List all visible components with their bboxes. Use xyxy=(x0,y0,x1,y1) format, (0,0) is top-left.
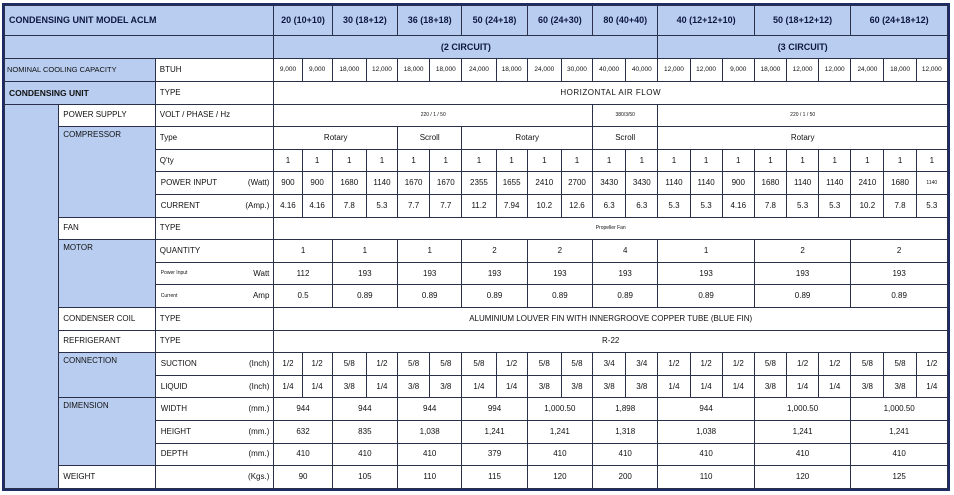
condensing-unit-label: CONDENSING UNIT xyxy=(5,82,156,105)
motor-power-unit: Watt xyxy=(253,268,270,278)
condenser-coil-row xyxy=(5,307,948,330)
compressor-power-value: 1140 xyxy=(819,172,851,195)
condensing-unit-row xyxy=(5,82,948,105)
motor-current-value: 0.89 xyxy=(332,285,397,308)
motor-qty-label: QUANTITY xyxy=(155,240,274,263)
compressor-power-value: 2355 xyxy=(462,172,496,195)
compressor-current-value: 7.8 xyxy=(754,194,786,217)
compressor-qty: 1 xyxy=(593,149,626,172)
width-value: 1,000.50 xyxy=(754,398,850,421)
compressor-current-unit: (Amp.) xyxy=(245,200,270,210)
model-header: 36 (18+18) xyxy=(398,6,462,36)
height-value: 1,241 xyxy=(754,420,850,443)
compressor-current-value: 11.2 xyxy=(462,194,496,217)
model-header: 50 (18+12+12) xyxy=(754,6,850,36)
motor-power-label: Power Input xyxy=(160,270,188,277)
motor-current-value: 0.89 xyxy=(398,285,462,308)
width-value: 944 xyxy=(658,398,754,421)
suction-value: 1/2 xyxy=(916,353,947,376)
capacity-value: 9,000 xyxy=(274,59,302,82)
height-unit: (mm.) xyxy=(248,426,270,436)
weight-value: 115 xyxy=(462,466,527,489)
type-label: TYPE xyxy=(155,82,274,105)
depth-value: 410 xyxy=(593,443,658,466)
compressor-current-label: CURRENT xyxy=(160,200,200,210)
suction-value: 1/2 xyxy=(722,353,754,376)
capacity-value: 40,000 xyxy=(593,59,626,82)
width xyxy=(155,398,274,421)
suction-value: 5/8 xyxy=(332,353,366,376)
header-circuit-row xyxy=(5,35,948,59)
width-value: 944 xyxy=(274,398,332,421)
compressor-power-value: 1140 xyxy=(658,172,690,195)
suction-value: 1/2 xyxy=(690,353,722,376)
compressor-qty-label: Q'ty xyxy=(155,149,274,172)
height xyxy=(155,420,274,443)
capacity-value: 9,000 xyxy=(722,59,754,82)
compressor-current-value: 12.6 xyxy=(561,194,592,217)
liquid-value: 1/4 xyxy=(462,375,496,398)
motor-current-value: 0.89 xyxy=(851,285,948,308)
power-supply-value: 220 / 1 / 50 xyxy=(274,104,593,127)
suction-value: 5/8 xyxy=(851,353,884,376)
motor-current-value: 0.89 xyxy=(527,285,592,308)
compressor-current-value: 5.3 xyxy=(916,194,947,217)
capacity-value: 24,000 xyxy=(851,59,884,82)
compressor-type: Rotary xyxy=(274,127,398,150)
liquid-value: 3/8 xyxy=(561,375,592,398)
power-supply-row xyxy=(5,104,948,127)
motor-power-value: 193 xyxy=(332,262,397,285)
capacity-value: 12,000 xyxy=(916,59,947,82)
suction-value: 1/2 xyxy=(274,353,302,376)
motor-power xyxy=(155,262,274,285)
liquid-value: 1/4 xyxy=(690,375,722,398)
compressor-power-value: 1655 xyxy=(496,172,527,195)
model-header: 80 (40+40) xyxy=(593,6,658,36)
motor-qty: 1 xyxy=(658,240,754,263)
fan-row xyxy=(5,217,948,240)
width-value: 1,898 xyxy=(593,398,658,421)
liquid-value: 3/8 xyxy=(593,375,626,398)
compressor-power-value: 1680 xyxy=(884,172,916,195)
three-circuit-header: (3 CIRCUIT) xyxy=(658,35,948,59)
height-value: 1,241 xyxy=(462,420,527,443)
weight-value: 110 xyxy=(398,466,462,489)
capacity-value: 18,000 xyxy=(496,59,527,82)
liquid-unit: (Inch) xyxy=(248,381,270,391)
compressor-power-label: POWER INPUT xyxy=(160,178,218,188)
compressor-qty: 1 xyxy=(430,149,462,172)
capacity-value: 9,000 xyxy=(302,59,332,82)
airflow-type: HORIZONTAL AIR FLOW xyxy=(274,82,948,105)
header-blank xyxy=(5,35,274,59)
depth-value: 410 xyxy=(527,443,592,466)
liquid-value: 1/4 xyxy=(274,375,302,398)
dimension-label: DIMENSION xyxy=(59,398,155,466)
suction-value: 1/2 xyxy=(366,353,397,376)
suction-label: SUCTION xyxy=(160,358,197,368)
compressor-type-label: Type xyxy=(155,127,274,150)
motor-qty: 4 xyxy=(593,240,658,263)
capacity-value: 12,000 xyxy=(658,59,690,82)
dimension-width-row xyxy=(5,398,948,421)
liquid-value: 1/4 xyxy=(496,375,527,398)
compressor-qty: 1 xyxy=(690,149,722,172)
motor-power-value: 112 xyxy=(274,262,332,285)
motor-power-value: 193 xyxy=(398,262,462,285)
capacity-value: 18,000 xyxy=(332,59,366,82)
capacity-value: 24,000 xyxy=(462,59,496,82)
compressor-power-value: 900 xyxy=(274,172,302,195)
capacity-value: 12,000 xyxy=(366,59,397,82)
motor-qty: 1 xyxy=(398,240,462,263)
compressor-current-value: 4.16 xyxy=(274,194,302,217)
weight-value: 200 xyxy=(593,466,658,489)
model-header: 40 (12+12+10) xyxy=(658,6,754,36)
motor-current-value: 0.5 xyxy=(274,285,332,308)
suction-value: 1/2 xyxy=(302,353,332,376)
suction-value: 5/8 xyxy=(527,353,561,376)
compressor-qty: 1 xyxy=(561,149,592,172)
liquid-value: 1/4 xyxy=(787,375,819,398)
motor-current xyxy=(155,285,274,308)
suction xyxy=(155,353,274,376)
height-value: 632 xyxy=(274,420,332,443)
weight-value: 90 xyxy=(274,466,332,489)
liquid-label: LIQUID xyxy=(160,381,188,391)
fan-type: Propeller Fan xyxy=(274,217,948,240)
motor-power-value: 193 xyxy=(658,262,754,285)
compressor-qty: 1 xyxy=(819,149,851,172)
compressor-qty: 1 xyxy=(366,149,397,172)
depth-value: 410 xyxy=(332,443,397,466)
compressor-power-value: 2410 xyxy=(527,172,561,195)
depth-value: 410 xyxy=(851,443,948,466)
coil-type: ALUMINIUM LOUVER FIN WITH INNERGROOVE COPPER TUBE (BLUE FIN) xyxy=(274,307,948,330)
liquid-value: 1/4 xyxy=(916,375,947,398)
motor-current-value: 0.89 xyxy=(593,285,658,308)
capacity-value: 40,000 xyxy=(626,59,658,82)
model-header: 30 (18+12) xyxy=(332,6,397,36)
width-value: 944 xyxy=(332,398,397,421)
compressor-qty: 1 xyxy=(722,149,754,172)
compressor-current-value: 10.2 xyxy=(851,194,884,217)
capacity-value: 12,000 xyxy=(819,59,851,82)
liquid-value: 3/8 xyxy=(398,375,430,398)
liquid-value: 3/8 xyxy=(430,375,462,398)
depth-value: 410 xyxy=(658,443,754,466)
two-circuit-header: (2 CIRCUIT) xyxy=(274,35,658,59)
motor-current-value: 0.89 xyxy=(658,285,754,308)
compressor-qty: 1 xyxy=(496,149,527,172)
compressor-power xyxy=(155,172,274,195)
liquid-value: 3/8 xyxy=(851,375,884,398)
compressor-current-value: 7.7 xyxy=(430,194,462,217)
capacity-value: 24,000 xyxy=(527,59,561,82)
motor-label: MOTOR xyxy=(59,240,155,308)
motor-qty: 1 xyxy=(274,240,332,263)
motor-qty: 1 xyxy=(332,240,397,263)
depth-value: 410 xyxy=(274,443,332,466)
weight-row xyxy=(5,466,948,489)
suction-value: 3/4 xyxy=(626,353,658,376)
compressor-current-value: 7.94 xyxy=(496,194,527,217)
compressor-power-value: 1670 xyxy=(398,172,430,195)
capacity-row xyxy=(5,59,948,82)
compressor-qty: 1 xyxy=(851,149,884,172)
height-value: 835 xyxy=(332,420,397,443)
depth-label: DEPTH xyxy=(160,449,188,459)
motor-power-value: 193 xyxy=(851,262,948,285)
compressor-current-value: 6.3 xyxy=(626,194,658,217)
compressor-current-value: 10.2 xyxy=(527,194,561,217)
width-unit: (mm.) xyxy=(248,404,270,414)
suction-value: 1/2 xyxy=(787,353,819,376)
liquid-value: 3/8 xyxy=(332,375,366,398)
power-supply-label: POWER SUPPLY xyxy=(59,104,155,127)
compressor-power-value: 3430 xyxy=(593,172,626,195)
compressor-current-value: 4.16 xyxy=(302,194,332,217)
depth-value: 410 xyxy=(398,443,462,466)
liquid-value: 3/8 xyxy=(754,375,786,398)
motor-qty: 2 xyxy=(851,240,948,263)
compressor-power-value: 3430 xyxy=(626,172,658,195)
liquid-value: 3/8 xyxy=(884,375,916,398)
suction-value: 1/2 xyxy=(496,353,527,376)
motor-qty: 2 xyxy=(527,240,592,263)
compressor-current-value: 5.3 xyxy=(658,194,690,217)
suction-value: 5/8 xyxy=(398,353,430,376)
compressor-type: Rotary xyxy=(462,127,593,150)
compressor-qty: 1 xyxy=(527,149,561,172)
height-value: 1,241 xyxy=(527,420,592,443)
height-value: 1,241 xyxy=(851,420,948,443)
compressor-qty: 1 xyxy=(332,149,366,172)
compressor-current-value: 5.3 xyxy=(366,194,397,217)
model-header: 60 (24+18+12) xyxy=(851,6,948,36)
width-value: 1,000.50 xyxy=(851,398,948,421)
compressor-current-value: 5.3 xyxy=(787,194,819,217)
weight-value: 125 xyxy=(851,466,948,489)
weight-value: 120 xyxy=(527,466,592,489)
compressor-qty: 1 xyxy=(302,149,332,172)
compressor-type: Rotary xyxy=(658,127,948,150)
suction-unit: (Inch) xyxy=(248,358,270,368)
suction-value: 3/4 xyxy=(593,353,626,376)
motor-current-unit: Amp xyxy=(252,291,270,301)
suction-value: 1/2 xyxy=(658,353,690,376)
compressor-qty: 1 xyxy=(787,149,819,172)
motor-qty: 2 xyxy=(462,240,527,263)
compressor-qty: 1 xyxy=(626,149,658,172)
liquid xyxy=(155,375,274,398)
weight-param xyxy=(155,466,274,489)
weight-label: WEIGHT xyxy=(59,466,155,489)
indent-spacer xyxy=(5,104,59,488)
refrigerant-label: REFRIGERANT xyxy=(59,330,155,353)
compressor-power-value: 1140 xyxy=(916,172,947,195)
compressor-power-value: 900 xyxy=(722,172,754,195)
compressor-qty: 1 xyxy=(462,149,496,172)
capacity-label: NOMINAL COOLING CAPACITY xyxy=(5,59,156,82)
compressor-qty: 1 xyxy=(658,149,690,172)
capacity-value: 18,000 xyxy=(884,59,916,82)
capacity-unit: BTUH xyxy=(155,59,274,82)
model-header: 20 (10+10) xyxy=(274,6,332,36)
compressor-power-value: 1140 xyxy=(690,172,722,195)
liquid-value: 3/8 xyxy=(626,375,658,398)
compressor-power-value: 1670 xyxy=(430,172,462,195)
power-supply-param: VOLT / PHASE / Hz xyxy=(155,104,274,127)
width-value: 1,000.50 xyxy=(527,398,592,421)
motor-power-value: 193 xyxy=(527,262,592,285)
capacity-value: 30,000 xyxy=(561,59,592,82)
compressor-power-value: 1680 xyxy=(332,172,366,195)
refrigerant-type: R-22 xyxy=(274,330,948,353)
coil-label: CONDENSER COIL xyxy=(59,307,155,330)
height-label: HEIGHT xyxy=(160,426,191,436)
compressor-current-value: 7.7 xyxy=(398,194,430,217)
compressor-power-value: 2410 xyxy=(851,172,884,195)
compressor-power-value: 2700 xyxy=(561,172,592,195)
depth-value: 379 xyxy=(462,443,527,466)
depth-unit: (mm.) xyxy=(248,449,270,459)
coil-type-label: TYPE xyxy=(155,307,274,330)
compressor-power-unit: (Watt) xyxy=(247,178,270,188)
compressor-type: Scroll xyxy=(593,127,658,150)
compressor-power-value: 1140 xyxy=(787,172,819,195)
compressor-current-value: 4.16 xyxy=(722,194,754,217)
compressor-qty: 1 xyxy=(754,149,786,172)
refrigerant-row xyxy=(5,330,948,353)
motor-current-value: 0.89 xyxy=(462,285,527,308)
width-value: 944 xyxy=(398,398,462,421)
power-supply-value: 220 / 1 / 50 xyxy=(658,104,948,127)
motor-qty: 2 xyxy=(754,240,850,263)
compressor-current-value: 5.3 xyxy=(819,194,851,217)
weight-value: 120 xyxy=(754,466,850,489)
height-value: 1,038 xyxy=(658,420,754,443)
capacity-value: 12,000 xyxy=(690,59,722,82)
motor-current-value: 0.89 xyxy=(754,285,850,308)
connection-suction-row xyxy=(5,353,948,376)
compressor-power-value: 900 xyxy=(302,172,332,195)
liquid-value: 1/4 xyxy=(722,375,754,398)
compressor-qty: 1 xyxy=(398,149,430,172)
model-header: 50 (24+18) xyxy=(462,6,527,36)
compressor-type-row xyxy=(5,127,948,150)
compressor-current-value: 6.3 xyxy=(593,194,626,217)
capacity-value: 18,000 xyxy=(430,59,462,82)
liquid-value: 1/4 xyxy=(302,375,332,398)
table-title: CONDENSING UNIT MODEL ACLM xyxy=(5,6,274,36)
compressor-power-value: 1680 xyxy=(754,172,786,195)
compressor-current xyxy=(155,194,274,217)
capacity-value: 12,000 xyxy=(787,59,819,82)
fan-label: FAN xyxy=(59,217,155,240)
suction-value: 1/2 xyxy=(819,353,851,376)
header-models-row xyxy=(5,6,948,36)
capacity-value: 18,000 xyxy=(754,59,786,82)
motor-power-value: 193 xyxy=(754,262,850,285)
liquid-value: 1/4 xyxy=(658,375,690,398)
power-supply-value: 380/3/50 xyxy=(593,104,658,127)
liquid-value: 1/4 xyxy=(819,375,851,398)
width-label: WIDTH xyxy=(160,404,187,414)
model-header: 60 (24+30) xyxy=(527,6,592,36)
depth-value: 410 xyxy=(754,443,850,466)
compressor-label: COMPRESSOR xyxy=(59,127,155,217)
depth xyxy=(155,443,274,466)
suction-value: 5/8 xyxy=(462,353,496,376)
suction-value: 5/8 xyxy=(884,353,916,376)
weight-param-unit: (Kgs.) xyxy=(248,472,270,482)
compressor-qty: 1 xyxy=(884,149,916,172)
spec-table xyxy=(4,5,948,489)
fan-type-label: TYPE xyxy=(155,217,274,240)
liquid-value: 1/4 xyxy=(366,375,397,398)
connection-label: CONNECTION xyxy=(59,353,155,398)
spec-table-frame xyxy=(2,3,950,491)
suction-value: 5/8 xyxy=(561,353,592,376)
height-value: 1,038 xyxy=(398,420,462,443)
compressor-type: Scroll xyxy=(398,127,462,150)
motor-power-value: 193 xyxy=(593,262,658,285)
compressor-current-value: 5.3 xyxy=(690,194,722,217)
compressor-current-value: 7.8 xyxy=(332,194,366,217)
refrigerant-type-label: TYPE xyxy=(155,330,274,353)
compressor-qty: 1 xyxy=(274,149,302,172)
suction-value: 5/8 xyxy=(754,353,786,376)
suction-value: 5/8 xyxy=(430,353,462,376)
compressor-power-value: 1140 xyxy=(366,172,397,195)
width-value: 994 xyxy=(462,398,527,421)
motor-current-label: Current xyxy=(160,292,178,299)
liquid-value: 3/8 xyxy=(527,375,561,398)
weight-value: 110 xyxy=(658,466,754,489)
compressor-current-value: 7.8 xyxy=(884,194,916,217)
height-value: 1,318 xyxy=(593,420,658,443)
capacity-value: 18,000 xyxy=(398,59,430,82)
motor-power-value: 193 xyxy=(462,262,527,285)
weight-value: 105 xyxy=(332,466,397,489)
motor-qty-row xyxy=(5,240,948,263)
compressor-qty: 1 xyxy=(916,149,947,172)
